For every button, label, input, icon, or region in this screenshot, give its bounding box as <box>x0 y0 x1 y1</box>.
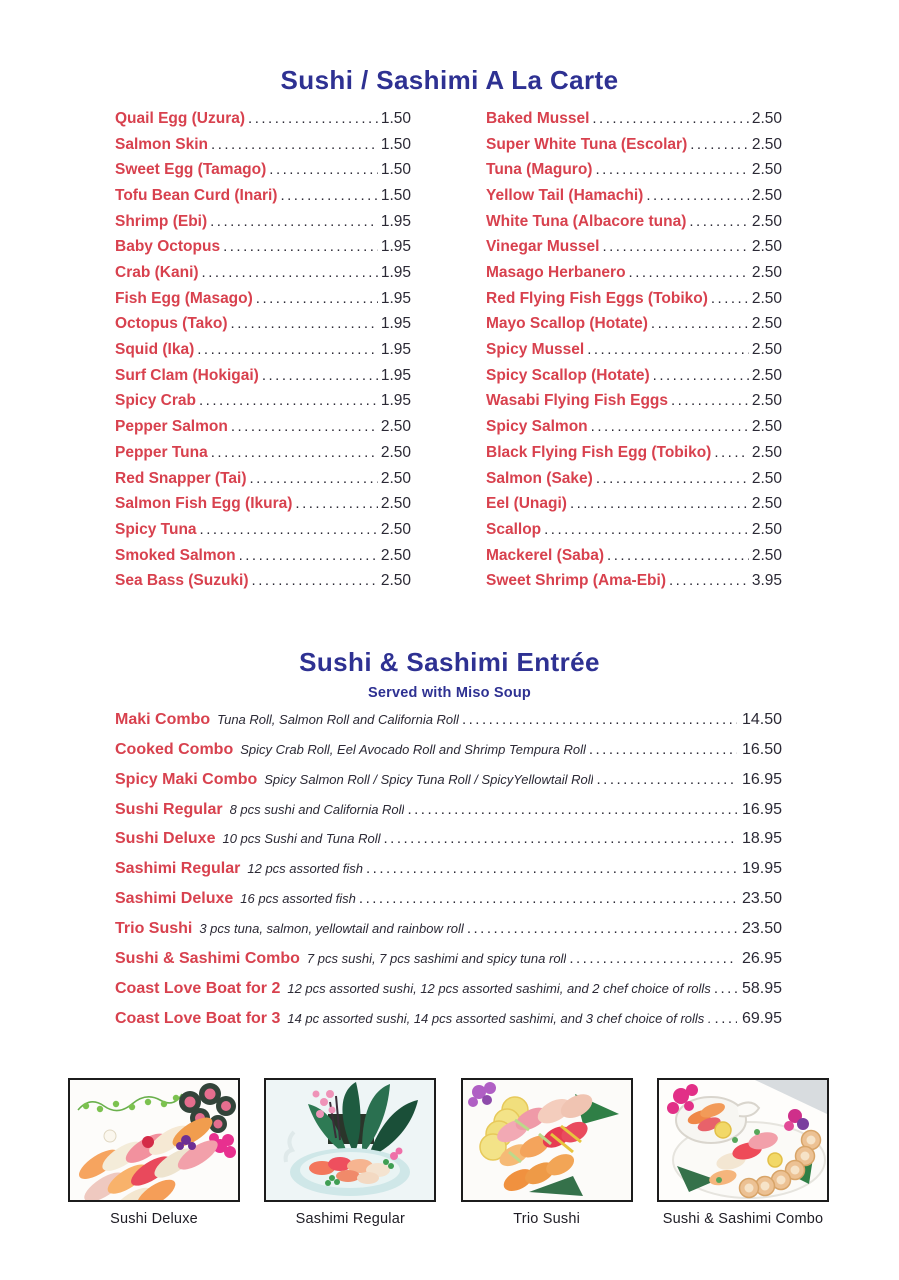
item-price: 2.50 <box>751 315 782 333</box>
item-price: 1.95 <box>380 366 411 384</box>
entree-item-row <box>115 1010 782 1040</box>
dot-leader <box>544 521 749 539</box>
item-name: Spicy Scallop (Hotate) <box>486 366 650 384</box>
entree-item-name: Sashimi Deluxe <box>115 890 234 908</box>
a-la-carte-left-column <box>115 110 411 598</box>
item-price: 2.50 <box>380 495 411 513</box>
entree-item-row <box>115 711 782 741</box>
dot-leader <box>602 238 748 256</box>
menu-item-row <box>115 495 411 521</box>
item-price: 1.95 <box>380 264 411 282</box>
entree-item-row <box>115 860 782 890</box>
entree-item-description: 3 pcs tuna, salmon, yellowtail and rainbow roll <box>199 921 464 937</box>
entree-item-price: 14.50 <box>741 710 782 728</box>
menu-item-row <box>115 264 411 290</box>
item-name: Pepper Tuna <box>115 443 208 461</box>
photo-card-sushi-deluxe <box>68 1078 240 1227</box>
photo-card-sashimi-regular <box>264 1078 436 1227</box>
entree-item-description: 16 pcs assorted fish <box>240 891 356 907</box>
entree-item-row <box>115 741 782 771</box>
dot-leader <box>199 392 378 410</box>
item-name: Super White Tuna (Escolar) <box>486 135 688 153</box>
dot-leader <box>384 830 737 848</box>
menu-item-row <box>115 136 411 162</box>
item-name: Eel (Unagi) <box>486 495 567 513</box>
menu-item-row <box>486 495 782 521</box>
sushi-sashimi-combo-photo <box>657 1078 829 1202</box>
item-price: 1.95 <box>380 315 411 333</box>
entree-item-price: 19.95 <box>741 860 782 878</box>
sashimi-regular-photo <box>264 1078 436 1202</box>
item-name: Sweet Egg (Tamago) <box>115 161 267 179</box>
a-la-carte-right-column <box>486 110 782 598</box>
entree-item-price: 69.95 <box>741 1009 782 1027</box>
menu-item-row <box>486 161 782 187</box>
item-price: 2.50 <box>380 469 411 487</box>
dot-leader <box>671 392 749 410</box>
item-name: Baby Octopus <box>115 238 221 256</box>
dot-leader <box>210 213 378 231</box>
entree-item-name: Cooked Combo <box>115 740 234 758</box>
item-name: Scallop <box>486 520 542 538</box>
item-price: 2.50 <box>751 135 782 153</box>
item-price: 2.50 <box>751 212 782 230</box>
dot-leader <box>711 290 749 308</box>
item-name: Quail Egg (Uzura) <box>115 109 246 127</box>
item-price: 2.50 <box>380 418 411 436</box>
item-name: Squid (Ika) <box>115 341 195 359</box>
menu-item-row <box>115 238 411 264</box>
dot-leader <box>596 771 736 789</box>
entree-item-name: Coast Love Boat for 2 <box>115 979 281 997</box>
item-name: Smoked Salmon <box>115 546 236 564</box>
dot-leader <box>651 315 749 333</box>
item-price: 1.95 <box>380 392 411 410</box>
entree-item-description: 14 pc assorted sushi, 14 pcs assorted sashimi, and 3 chef choice of rolls . <box>287 1010 712 1026</box>
menu-item-row <box>486 547 782 573</box>
menu-item-row <box>115 418 411 444</box>
item-price: 2.50 <box>751 520 782 538</box>
photo-caption: Sushi Deluxe <box>110 1210 198 1227</box>
item-name: Sweet Shrimp (Ama-Ebi) <box>486 572 666 590</box>
item-price: 2.50 <box>751 161 782 179</box>
menu-item-row <box>486 367 782 393</box>
item-name: Salmon (Sake) <box>486 469 593 487</box>
menu-item-row <box>486 418 782 444</box>
item-name: White Tuna (Albacore tuna) <box>486 212 687 230</box>
item-price: 1.50 <box>380 109 411 127</box>
entree-item-name: Sushi Deluxe <box>115 830 216 848</box>
dot-leader <box>202 264 378 282</box>
dot-leader <box>211 444 378 462</box>
dot-leader <box>569 950 737 968</box>
entree-item-price: 23.50 <box>741 890 782 908</box>
menu-item-row <box>115 521 411 547</box>
item-name: Spicy Salmon <box>486 418 588 436</box>
entree-item-price: 16.95 <box>741 800 782 818</box>
item-price: 3.95 <box>751 572 782 590</box>
entree-item-description: Spicy Salmon Roll / Spicy Tuna Roll / SpicyYellowtail Roll <box>264 771 594 787</box>
menu-item-row <box>115 572 411 598</box>
sushi-deluxe-photo <box>68 1078 240 1202</box>
item-name: Salmon Fish Egg (Ikura) <box>115 495 293 513</box>
menu-item-row <box>115 110 411 136</box>
item-name: Spicy Tuna <box>115 520 197 538</box>
dot-leader <box>669 572 749 590</box>
item-price: 2.50 <box>751 109 782 127</box>
entree-title: Sushi & Sashimi Entrée <box>299 646 600 677</box>
menu-item-row <box>115 367 411 393</box>
item-price: 2.50 <box>751 366 782 384</box>
item-price: 2.50 <box>751 289 782 307</box>
dot-leader <box>596 470 749 488</box>
photo-caption: Sashimi Regular <box>295 1210 406 1227</box>
menu-item-row <box>486 572 782 598</box>
item-price: 1.50 <box>380 186 411 204</box>
entree-item-row <box>115 950 782 980</box>
entree-item-row <box>115 980 782 1010</box>
dot-leader <box>269 161 378 179</box>
item-name: Tuna (Maguro) <box>486 161 593 179</box>
dot-leader <box>366 860 737 878</box>
dot-leader <box>200 521 378 539</box>
menu-item-row <box>115 187 411 213</box>
menu-item-row <box>115 315 411 341</box>
dot-leader <box>280 187 377 205</box>
photo-card-trio-sushi <box>461 1078 633 1227</box>
item-name: Surf Clam (Hokigai) <box>115 366 259 384</box>
item-price: 1.50 <box>380 135 411 153</box>
entree-item-description: 8 pcs sushi and California Roll <box>229 801 405 817</box>
dot-leader <box>239 547 378 565</box>
dot-leader <box>462 711 737 729</box>
dot-leader <box>223 238 378 256</box>
menu-item-row <box>486 136 782 162</box>
menu-item-row <box>115 161 411 187</box>
menu-item-row <box>486 187 782 213</box>
a-la-carte-title: Sushi / Sashimi A La Carte <box>280 65 619 95</box>
menu-item-row <box>486 290 782 316</box>
item-name: Masago Herbanero <box>486 264 626 282</box>
item-price: 2.50 <box>751 495 782 513</box>
dot-leader <box>589 741 737 759</box>
item-name: Pepper Salmon <box>115 418 228 436</box>
menu-item-row <box>115 547 411 573</box>
menu-item-row <box>486 264 782 290</box>
dot-leader <box>714 980 737 998</box>
photo-caption: Trio Sushi <box>513 1210 581 1227</box>
item-name: Shrimp (Ebi) <box>115 212 208 230</box>
dot-leader <box>231 418 378 436</box>
menu-item-row <box>486 521 782 547</box>
dot-leader <box>591 418 749 436</box>
item-name: Spicy Mussel <box>486 341 585 359</box>
dot-leader <box>595 161 748 179</box>
menu-item-row <box>486 238 782 264</box>
entree-item-description: 7 pcs sushi, 7 pcs sashimi and spicy tuna roll <box>306 950 567 966</box>
menu-item-row <box>486 341 782 367</box>
dot-leader <box>467 920 737 938</box>
entree-item-price: 16.95 <box>741 770 782 788</box>
dot-leader <box>249 470 377 488</box>
entree-item-row <box>115 920 782 950</box>
menu-item-row <box>115 213 411 239</box>
menu-item-row <box>486 392 782 418</box>
entree-item-name: Sashimi Regular <box>115 860 241 878</box>
dot-leader <box>359 890 737 908</box>
item-name: Sea Bass (Suzuki) <box>115 572 249 590</box>
photo-card-sushi-sashimi-combo <box>657 1078 829 1227</box>
item-name: Salmon Skin <box>115 135 209 153</box>
item-price: 1.95 <box>380 289 411 307</box>
entree-item-name: Sushi & Sashimi Combo <box>115 949 300 967</box>
dot-leader <box>262 367 378 385</box>
menu-item-row <box>115 444 411 470</box>
entree-item-description: 12 pcs assorted sushi, 12 pcs assorted sashimi, and 2 chef choice of rolls <box>287 980 711 996</box>
entree-item-description: 10 pcs Sushi and Tuna Roll <box>222 831 381 847</box>
menu-item-row <box>115 341 411 367</box>
dot-leader <box>714 444 748 462</box>
dot-leader <box>570 495 749 513</box>
entree-item-name: Coast Love Boat for 3 <box>115 1009 281 1027</box>
dot-leader <box>607 547 749 565</box>
item-price: 2.50 <box>751 341 782 359</box>
photo-caption: Sushi & Sashimi Combo <box>662 1210 824 1227</box>
entree-item-name: Maki Combo <box>115 710 211 728</box>
dot-leader <box>629 264 749 282</box>
entree-item-description: Spicy Crab Roll, Eel Avocado Roll and Shrimp Tempura Roll <box>240 741 586 757</box>
entree-list <box>115 711 782 1040</box>
entree-item-price: 18.95 <box>741 830 782 848</box>
menu-item-row <box>486 444 782 470</box>
item-price: 2.50 <box>751 469 782 487</box>
photo-strip <box>68 1078 829 1227</box>
dot-leader <box>646 187 748 205</box>
dot-leader <box>690 136 749 154</box>
dot-leader <box>248 110 378 128</box>
entree-item-description: 12 pcs assorted fish <box>247 861 363 877</box>
item-name: Baked Mussel <box>486 109 590 127</box>
item-price: 1.95 <box>380 341 411 359</box>
item-price: 2.50 <box>751 418 782 436</box>
item-name: Red Snapper (Tai) <box>115 469 247 487</box>
dot-leader <box>295 495 377 513</box>
item-price: 1.95 <box>380 238 411 256</box>
item-name: Wasabi Flying Fish Eggs <box>486 392 669 410</box>
entree-item-row <box>115 830 782 860</box>
a-la-carte-columns <box>115 110 782 598</box>
entree-item-description: Tuna Roll, Salmon Roll and California Roll <box>217 711 459 727</box>
entree-item-row <box>115 771 782 801</box>
item-price: 2.50 <box>751 238 782 256</box>
item-price: 2.50 <box>380 520 411 538</box>
item-price: 2.50 <box>380 443 411 461</box>
entree-item-price: 16.50 <box>741 740 782 758</box>
menu-item-row <box>486 315 782 341</box>
dot-leader <box>715 1010 737 1028</box>
dot-leader <box>653 367 749 385</box>
item-price: 2.50 <box>380 546 411 564</box>
item-name: Tofu Bean Curd (Inari) <box>115 186 278 204</box>
entree-item-price: 58.95 <box>741 979 782 997</box>
item-name: Fish Egg (Masago) <box>115 289 253 307</box>
entree-item-name: Trio Sushi <box>115 920 193 938</box>
dot-leader <box>587 341 749 359</box>
trio-sushi-photo <box>461 1078 633 1202</box>
dot-leader <box>252 572 378 590</box>
dot-leader <box>256 290 378 308</box>
item-price: 2.50 <box>751 264 782 282</box>
item-price: 2.50 <box>751 443 782 461</box>
entree-item-price: 26.95 <box>741 949 782 967</box>
item-price: 2.50 <box>751 186 782 204</box>
menu-item-row <box>486 110 782 136</box>
item-price: 1.95 <box>380 212 411 230</box>
dot-leader <box>211 136 378 154</box>
dot-leader <box>231 315 378 333</box>
dot-leader <box>689 213 748 231</box>
dot-leader <box>407 801 737 819</box>
entree-subtitle: Served with Miso Soup <box>368 684 531 701</box>
item-name: Crab (Kani) <box>115 264 199 282</box>
item-price: 2.50 <box>751 546 782 564</box>
entree-item-row <box>115 890 782 920</box>
dot-leader <box>197 341 378 359</box>
entree-item-name: Spicy Maki Combo <box>115 770 258 788</box>
item-price: 1.50 <box>380 161 411 179</box>
dot-leader <box>592 110 748 128</box>
item-name: Spicy Crab <box>115 392 196 410</box>
entree-item-price: 23.50 <box>741 920 782 938</box>
item-name: Mayo Scallop (Hotate) <box>486 315 648 333</box>
menu-item-row <box>486 470 782 496</box>
item-name: Yellow Tail (Hamachi) <box>486 186 644 204</box>
item-name: Red Flying Fish Eggs (Tobiko) <box>486 289 708 307</box>
entree-item-row <box>115 801 782 831</box>
item-name: Mackerel (Saba) <box>486 546 605 564</box>
item-name: Octopus (Tako) <box>115 315 228 333</box>
item-price: 2.50 <box>751 392 782 410</box>
entree-item-name: Sushi Regular <box>115 800 223 818</box>
menu-item-row <box>115 290 411 316</box>
menu-item-row <box>115 392 411 418</box>
item-name: Black Flying Fish Egg (Tobiko) <box>486 443 712 461</box>
menu-item-row <box>486 213 782 239</box>
item-price: 2.50 <box>380 572 411 590</box>
item-name: Vinegar Mussel <box>486 238 600 256</box>
menu-item-row <box>115 470 411 496</box>
